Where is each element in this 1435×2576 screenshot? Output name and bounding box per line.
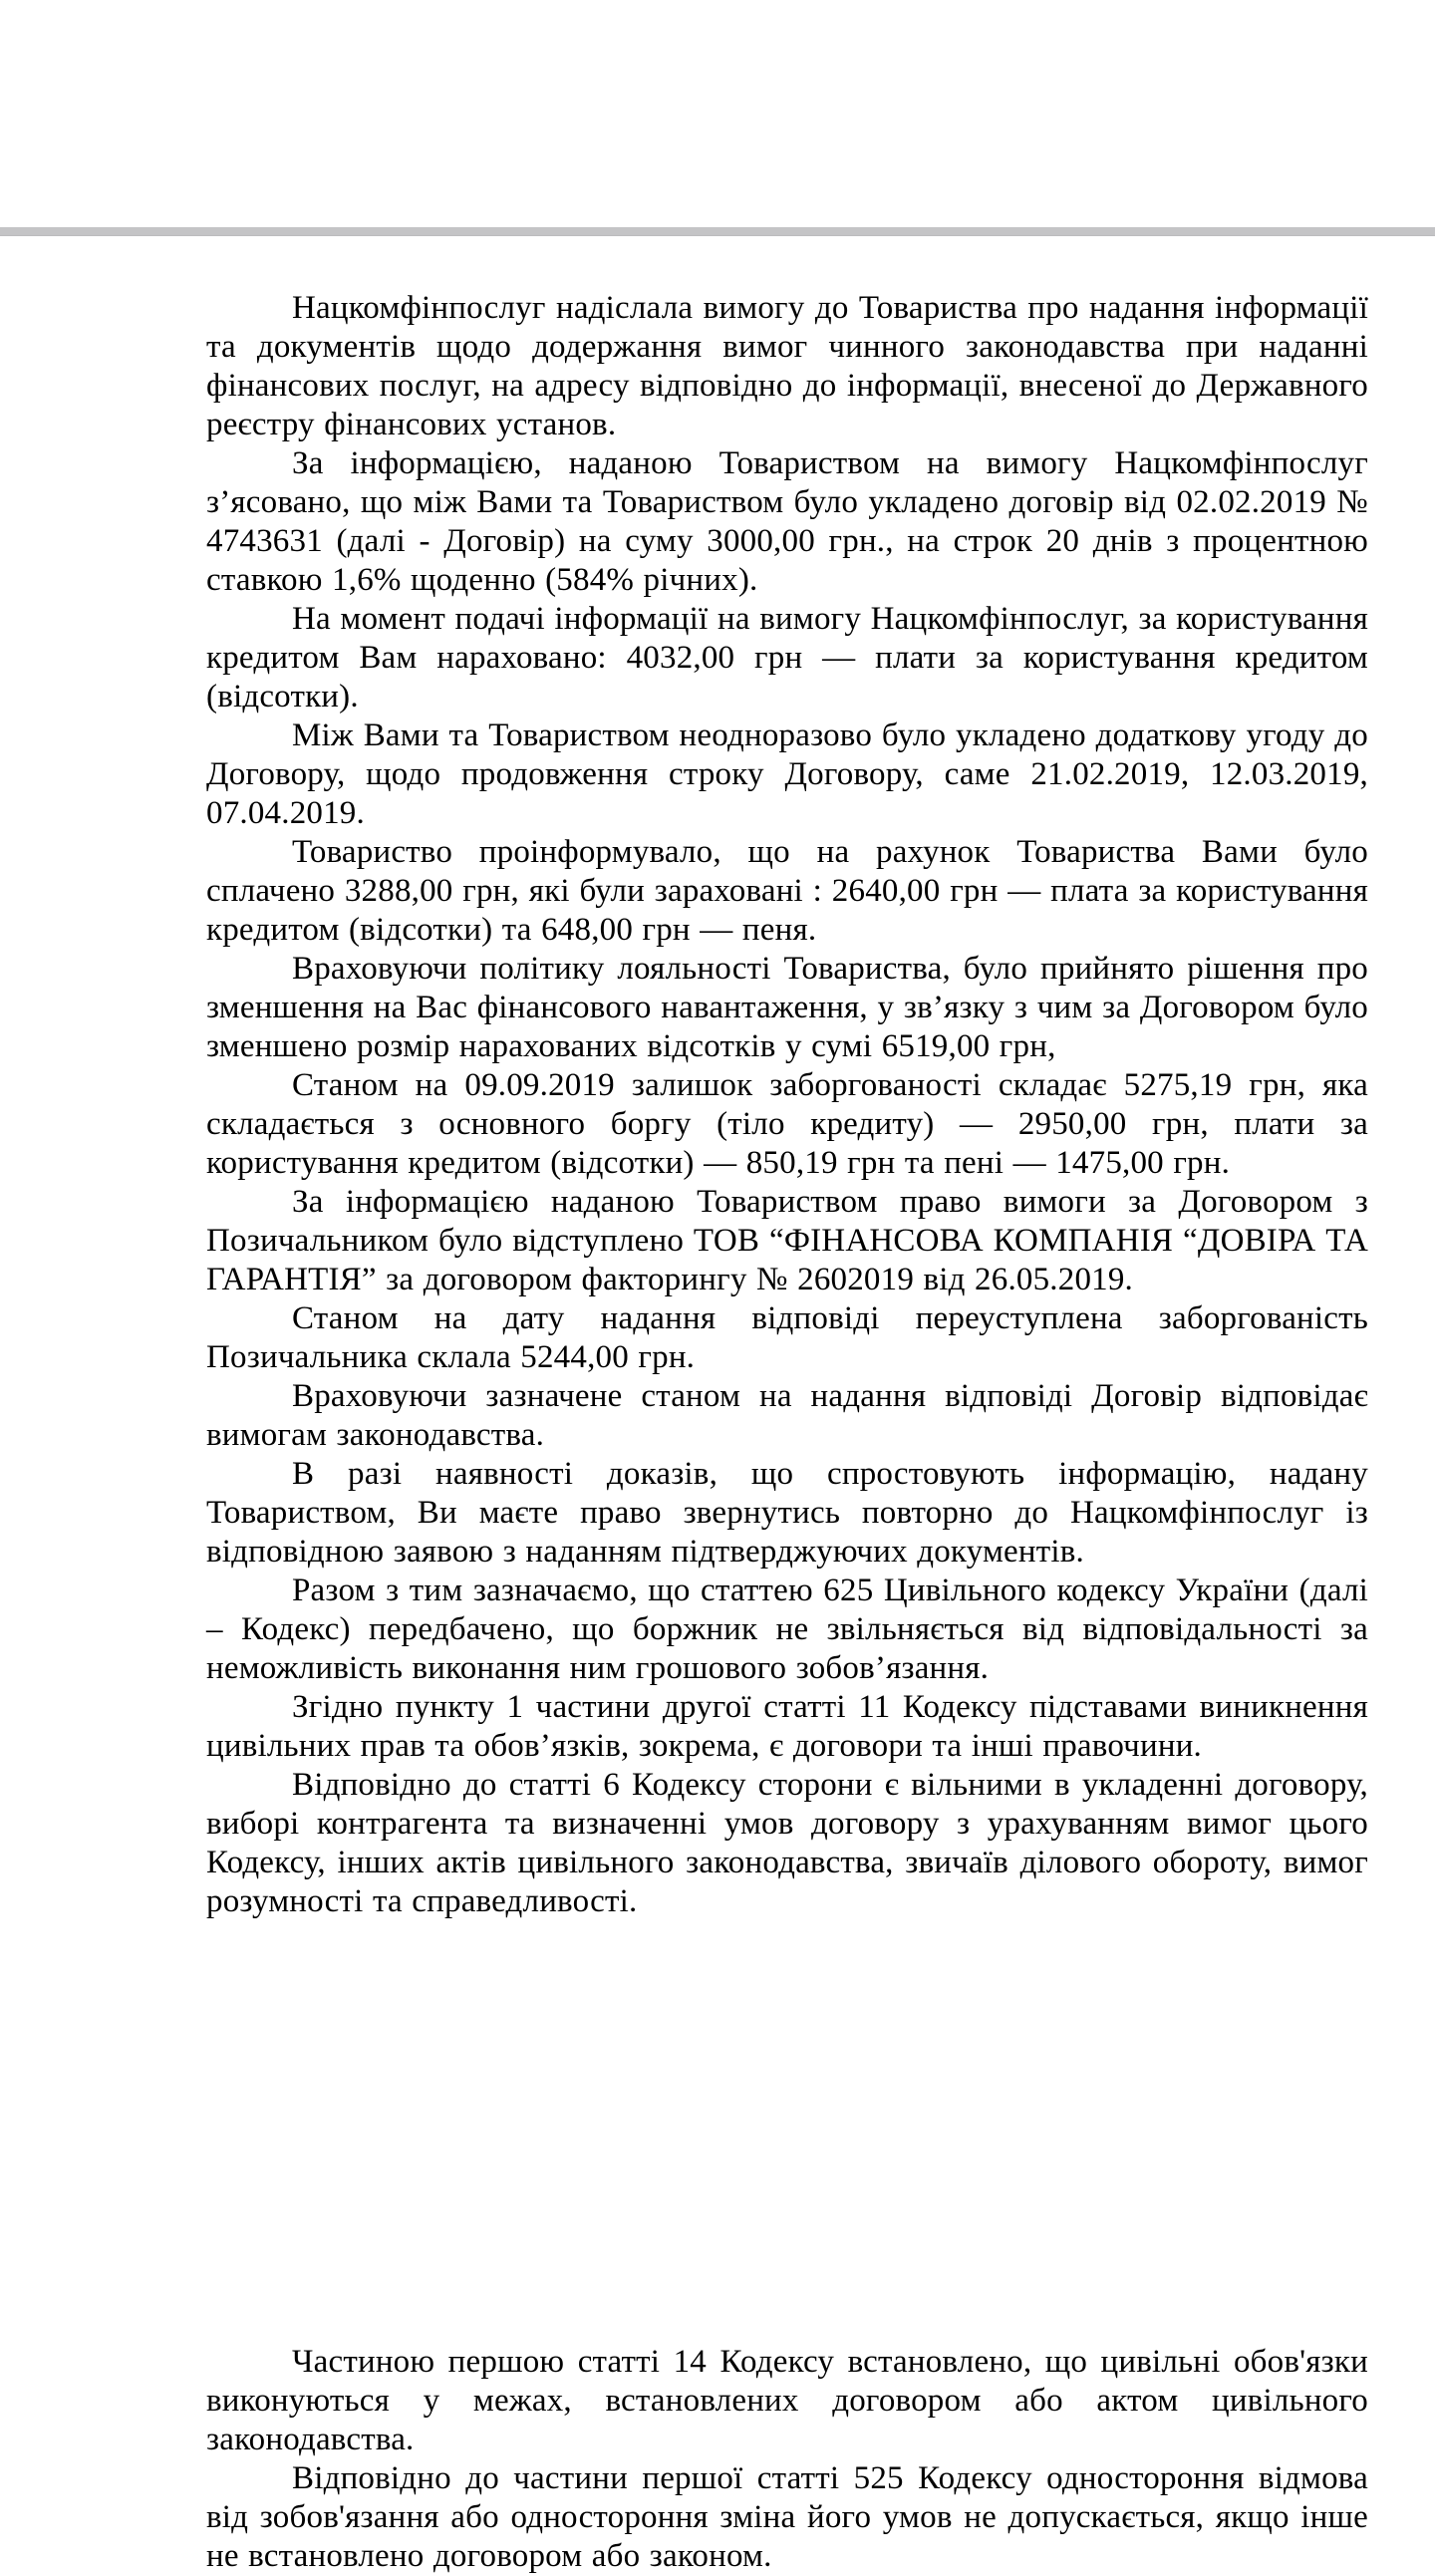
paragraph: Станом на 09.09.2019 залишок заборгованості складає 5275,19 грн, яка складається з основного боргу (тіло кредиту) — 2950,00 грн, плати за користування кредитом (відсотки) — 850,19 грн та пені — 1475,00 грн.	[206, 1067, 1368, 1181]
page-separator-bar	[0, 227, 1435, 236]
paragraph: Між Вами та Товариством неодноразово було укладено додаткову угоду до Договору, щодо продовження строку Договору, саме 21.02.2019, 12.03.2019, 07.04.2019.	[206, 717, 1368, 831]
paragraph: На момент подачі інформації на вимогу Нацкомфінпослуг, за користування кредитом Вам нараховано: 4032,00 грн — плати за користування кредитом (відсотки).	[206, 601, 1368, 715]
paragraph: Частиною першою статті 14 Кодексу встановлено, що цивільні обов'язки виконуються у межах, встановлених договором або актом цивільного законодавства.	[206, 2344, 1368, 2457]
paragraph: Відповідно до статті 6 Кодексу сторони є вільними в укладенні договору, виборі контрагента та визначенні умов договору з урахуванням вимог цього Кодексу, інших актів цивільного законодавства, звичаїв ділового обороту, вимог розумності та справедливості.	[206, 1767, 1368, 1919]
paragraph: За інформацією, наданою Товариством на вимогу Нацкомфінпослуг з’ясовано, що між Вами та Товариством було укладено договір від 02.02.2019 № 4743631 (далі - Договір) на суму 3000,00 грн., на строк 20 днів з процентною ставкою 1,6% щоденно (584% річних).	[206, 445, 1368, 598]
paragraph: За інформацією наданою Товариством право вимоги за Договором з Позичальником було відступлено ТОВ “ФІНАНСОВА КОМПАНІЯ “ДОВІРА ТА ГАРАНТІЯ” за договором факторингу № 2602019 від 26.05.2019.	[206, 1184, 1368, 1297]
paragraph: Відповідно до частини першої статті 525 Кодексу одностороння відмова від зобов'язання або одностороння зміна його умов не допускається, якщо інше не встановлено договором або законом.	[206, 2460, 1368, 2574]
paragraph: Товариство проінформувало, що на рахунок Товариства Вами було сплачено 3288,00 грн, які були зараховані : 2640,00 грн — плата за користування кредитом (відсотки) та 648,00 грн — пеня.	[206, 834, 1368, 948]
paragraph: Враховуючи політику лояльності Товариства, було прийнято рішення про зменшення на Вас фінансового навантаження, у зв’язку з чим за Договором було зменшено розмір нарахованих відсотків у сумі 6519,00 грн,	[206, 951, 1368, 1064]
paragraph: Нацкомфінпослуг надіслала вимогу до Товариства про надання інформації та документів щодо додержання вимог чинного законодавства при наданні фінансових послуг, на адресу відповідно до інформації, внесеної до Державного реєстру фінансових установ.	[206, 290, 1368, 442]
document-page-1-body	[206, 289, 1368, 1921]
paragraph: Разом з тим зазначаємо, що статтею 625 Цивільного кодексу України (далі – Кодекс) передбачено, що боржник не звільняється від відповідальності за неможливість виконання ним грошового зобов’язання.	[206, 1573, 1368, 1686]
document-page-2-body	[206, 2343, 1368, 2576]
paragraph: В разі наявності доказів, що спростовують інформацію, надану Товариством, Ви маєте право звернутись повторно до Нацкомфінпослуг із відповідною заявою з наданням підтверджуючих документів.	[206, 1456, 1368, 1570]
paragraph: Станом на дату надання відповіді переуступлена заборгованість Позичальника склала 5244,00 грн.	[206, 1300, 1368, 1375]
paragraph: Враховуючи зазначене станом на надання відповіді Договір відповідає вимогам законодавства.	[206, 1378, 1368, 1453]
paragraph: Згідно пункту 1 частини другої статті 11 Кодексу підставами виникнення цивільних прав та обов’язків, зокрема, є договори та інші правочини.	[206, 1689, 1368, 1764]
